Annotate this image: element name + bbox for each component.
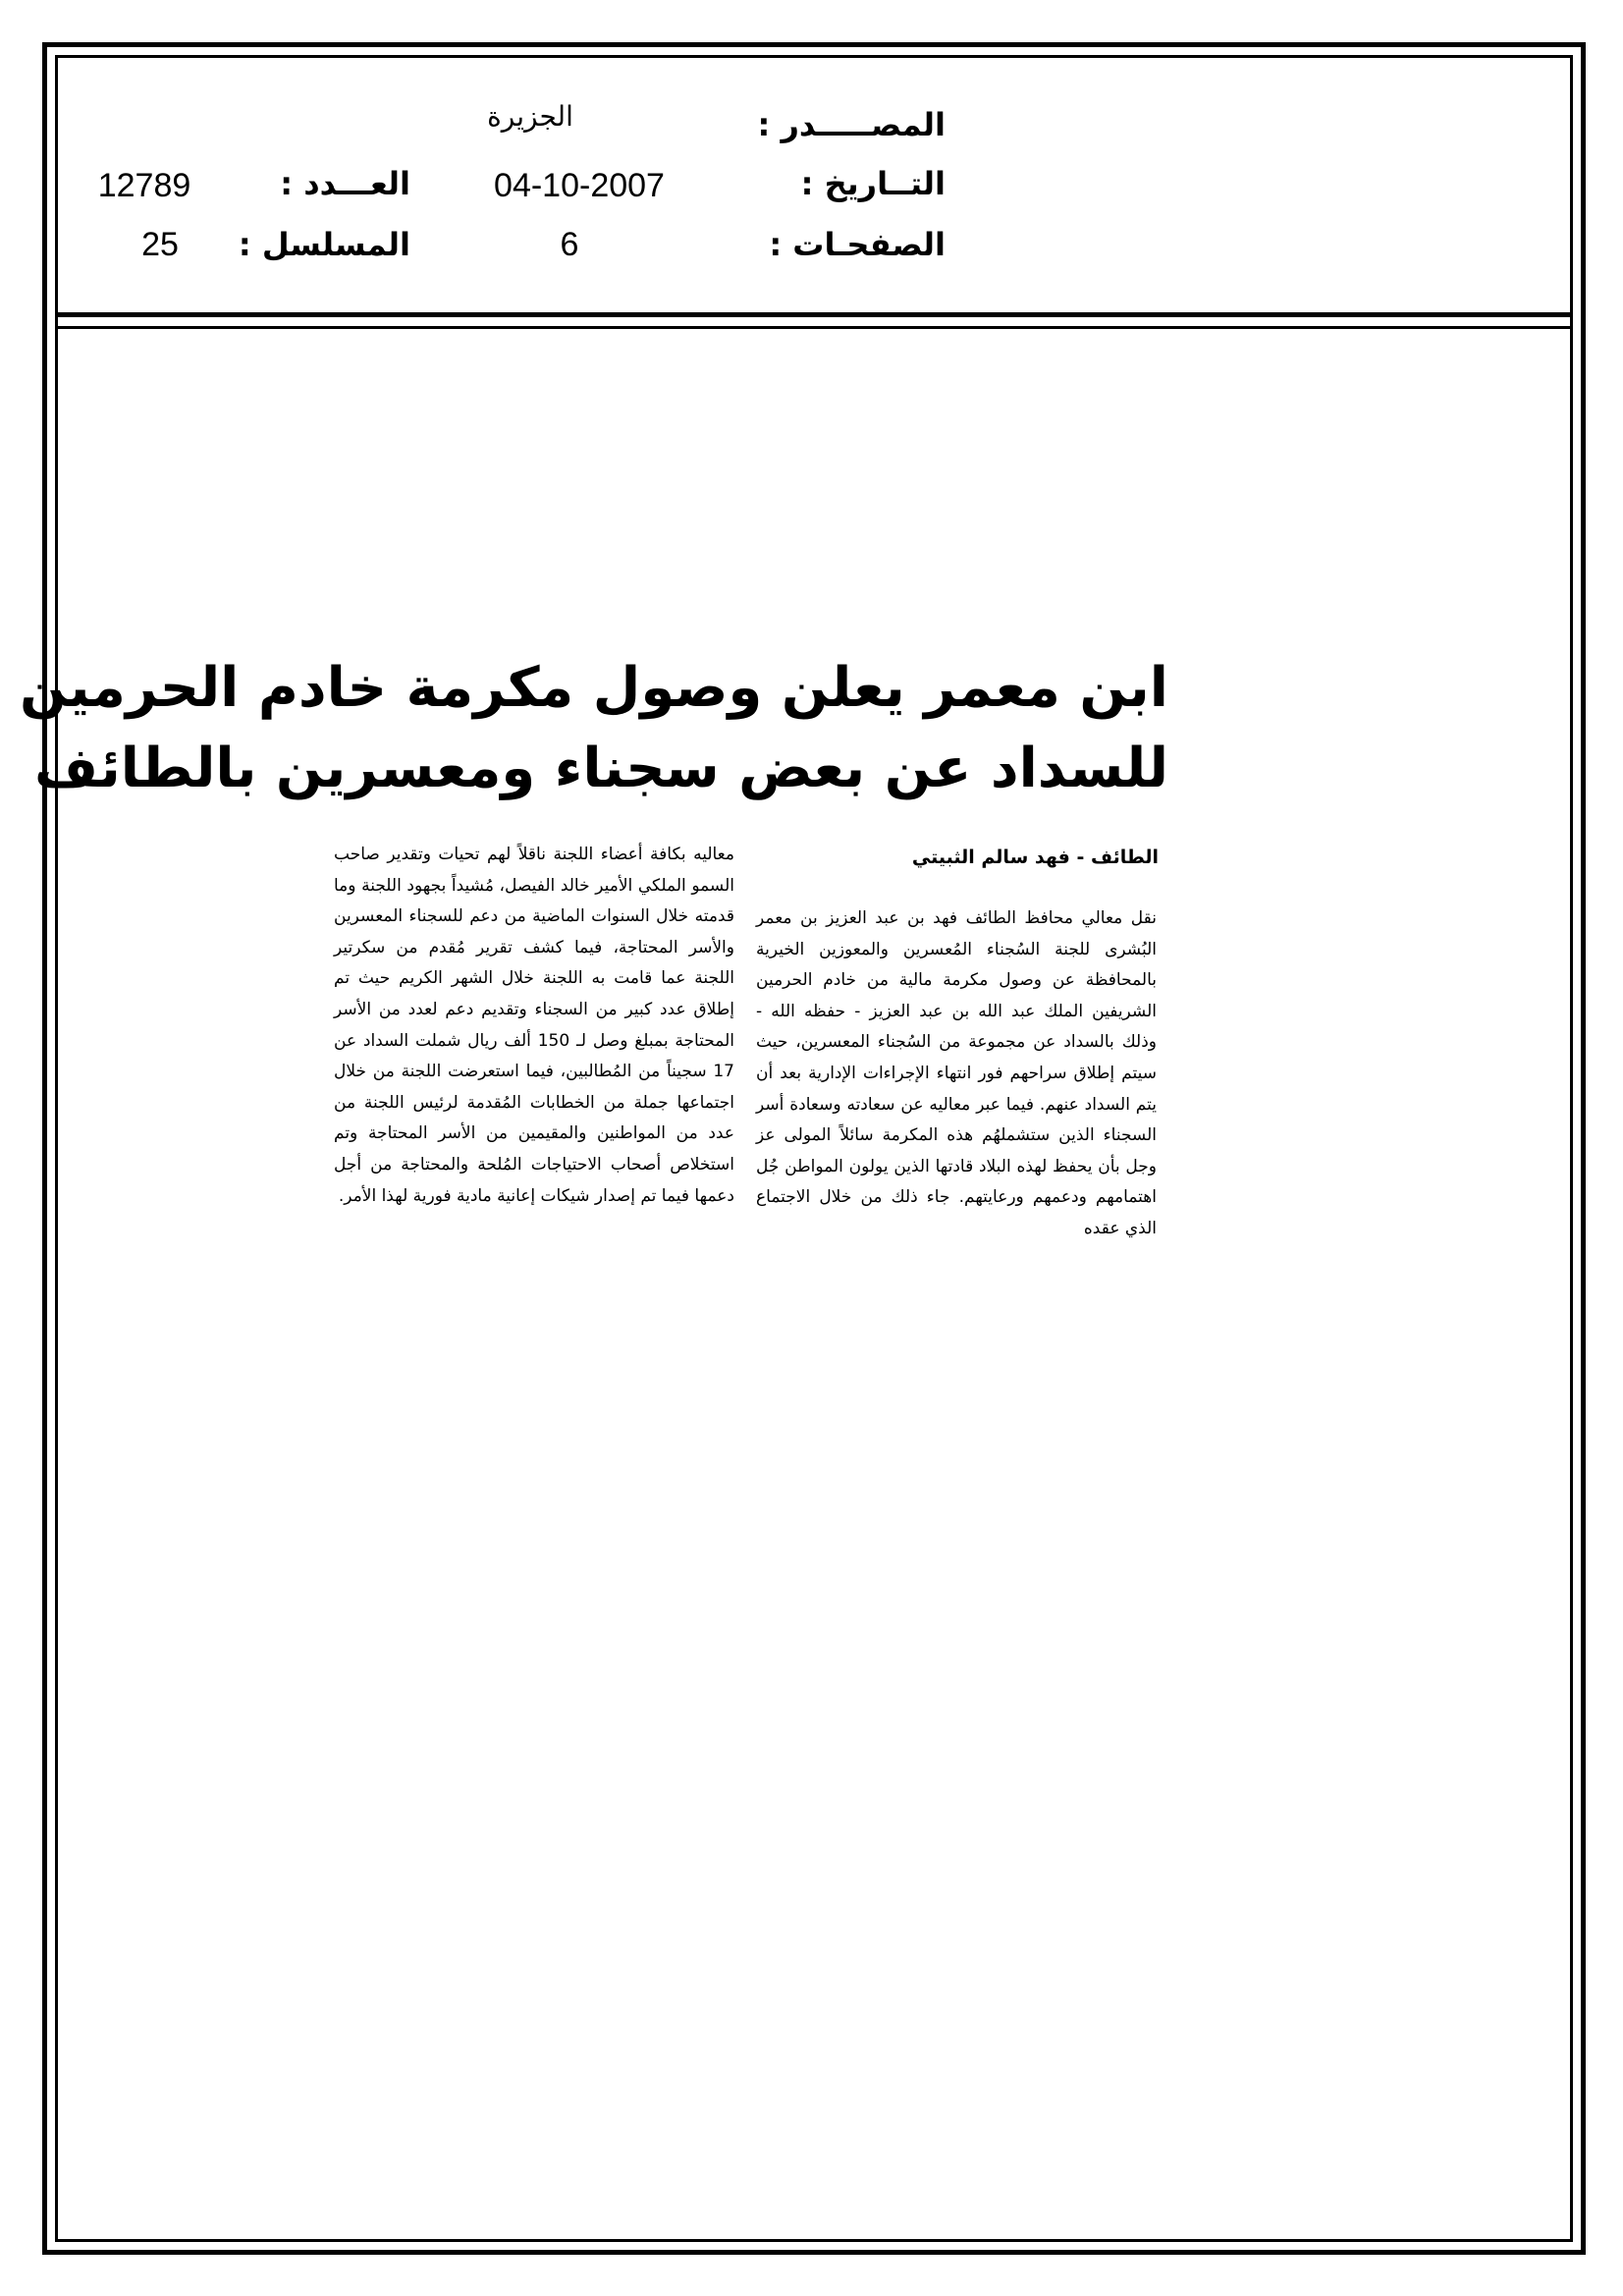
article-byline: الطائف - فهد سالم الثبيتي: [911, 847, 1159, 868]
serial-label: المسلسل :: [238, 226, 410, 263]
issue-label: العـــدد :: [280, 165, 410, 202]
header-divider-thick: [55, 312, 1573, 317]
article-column-left: معاليه بكافة أعضاء اللجنة ناقلاً لهم تحيات وتقدير صاحب السمو الملكي الأمير خالد الفيصل، مُشيداً بجهود اللجنة وما قدمته خلال السنوات الماضية من دعم للسجناء المعسرين والأسر المحتاجة، فيما كشف تقرير مُقدم من سكرتير اللجنة عما قامت به اللجنة خلال الشهر الكريم حيث تم إطلاق عدد كبير من السجناء وتقديم دعم لعدد من الأسر المحتاجة بمبلغ وصل لـ 150 ألف ريال شملت السداد عن 17 سجيناً من المُطالبين، فيما استعرضت اللجنة من خلال اجتماعها جملة من الخطابات المُقدمة لرئيس اللجنة من عدد من المواطنين والمقيمين من الأسر المحتاجة وتم استخلاص أصحاب الاحتياجات المُلحة والمحتاجة من أجل دعمها فيما تم إصدار شيكات إعانية مادية فورية لهذا الأمر.: [334, 845, 735, 1206]
article-column-right: نقل معالي محافظ الطائف فهد بن عبد العزيز بن معمر البُشرى للجنة السُجناء المُعسرين والمعوزين الخيرية بالمحافظة عن وصول مكرمة مالية من خادم الحرمين الشريفين الملك عبد الله بن عبد العزيز - حفظه الله - وذلك بالسداد عن مجموعة من السُجناء المعسرين، حيث سيتم إطلاق سراحهم فور انتهاء الإجراءات الإدارية بعد أن يتم السداد عنهم. فيما عبر معاليه عن سعادته وسعادة أسر السجناء الذين ستشملهُم هذه المكرمة سائلاً المولى عز وجل بأن يحفظ لهذه البلاد قادتها الذين يولون المواطن جُل اهتمامهم ودعمهم ورعايتهم. جاء ذلك من خلال الاجتماع الذي عقده: [756, 908, 1157, 1238]
date-value: 04-10-2007: [494, 167, 665, 204]
headline-line-2: للسداد عن بعض سجناء ومعسرين بالطائف: [34, 737, 1168, 800]
serial-value: 25: [141, 226, 179, 263]
issue-value: 12789: [97, 167, 191, 204]
headline-line-1: ابن معمر يعلن وصول مكرمة خادم الحرمين: [20, 656, 1168, 720]
header-divider-thin: [55, 326, 1573, 329]
pages-label: الصفحـات :: [769, 226, 946, 263]
source-label: المصـــــدر :: [757, 106, 946, 143]
date-label: التــاريخ :: [800, 165, 946, 202]
pages-value: 6: [560, 226, 579, 263]
source-value: الجزيرة: [487, 100, 573, 133]
article-headline: [20, 648, 1168, 809]
